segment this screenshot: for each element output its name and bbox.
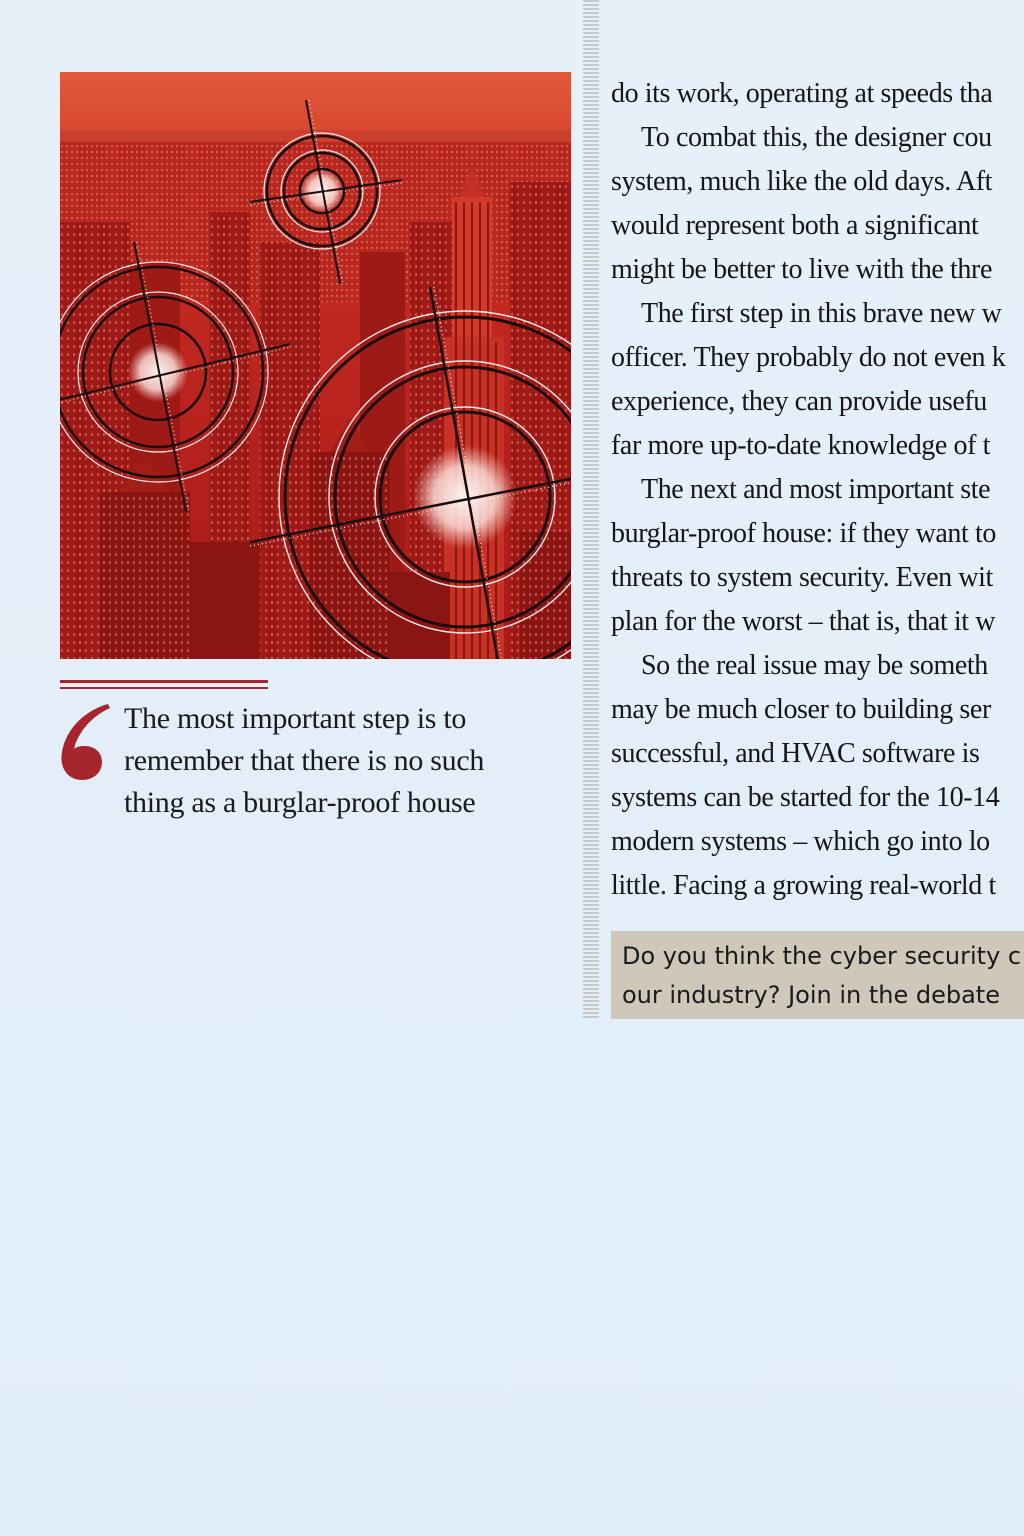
body-line: do its work, operating at speeds tha <box>611 78 993 109</box>
opening-quote-icon <box>58 700 118 782</box>
body-line: systems can be started for the 10-14 <box>611 782 1000 813</box>
body-line: modern systems – which go into lo <box>611 826 990 857</box>
body-line: might be better to live with the thre <box>611 254 992 285</box>
body-line: The next and most important ste <box>641 474 991 505</box>
body-line: plan for the worst – that is, that it w <box>611 606 996 637</box>
pull-quote-line: thing as a burglar-proof house <box>124 786 476 819</box>
body-line: burglar-proof house: if they want to <box>611 518 996 549</box>
column-separator <box>583 0 599 1018</box>
body-line: The first step in this brave new w <box>641 298 1002 329</box>
body-line: To combat this, the designer cou <box>641 122 992 153</box>
body-line: system, much like the old days. Aft <box>611 166 993 197</box>
body-line: would represent both a significant <box>611 210 979 241</box>
pull-quote-rule-bottom <box>60 687 268 689</box>
city-crosshairs-image <box>60 72 571 659</box>
body-line: little. Facing a growing real-world t <box>611 870 996 901</box>
body-line: officer. They probably do not even k <box>611 342 1006 373</box>
callout-line: Do you think the cyber security c <box>622 942 1022 970</box>
pull-quote-line: remember that there is no such <box>124 744 485 777</box>
pull-quote-rule-top <box>60 680 268 683</box>
body-line: successful, and HVAC software is <box>611 738 980 769</box>
body-line: experience, they can provide usefu <box>611 386 987 417</box>
article-body-column <box>611 72 1024 908</box>
callout-line: our industry? Join in the debate <box>622 981 1000 1009</box>
body-line: may be much closer to building ser <box>611 694 991 725</box>
pull-quote-line: The most important step is to <box>124 702 467 735</box>
body-line: far more up-to-date knowledge of t <box>611 430 991 461</box>
debate-callout-box <box>611 931 1024 1019</box>
body-line: threats to system security. Even wit <box>611 562 993 593</box>
body-line: So the real issue may be someth <box>641 650 988 681</box>
pull-quote <box>124 698 564 824</box>
